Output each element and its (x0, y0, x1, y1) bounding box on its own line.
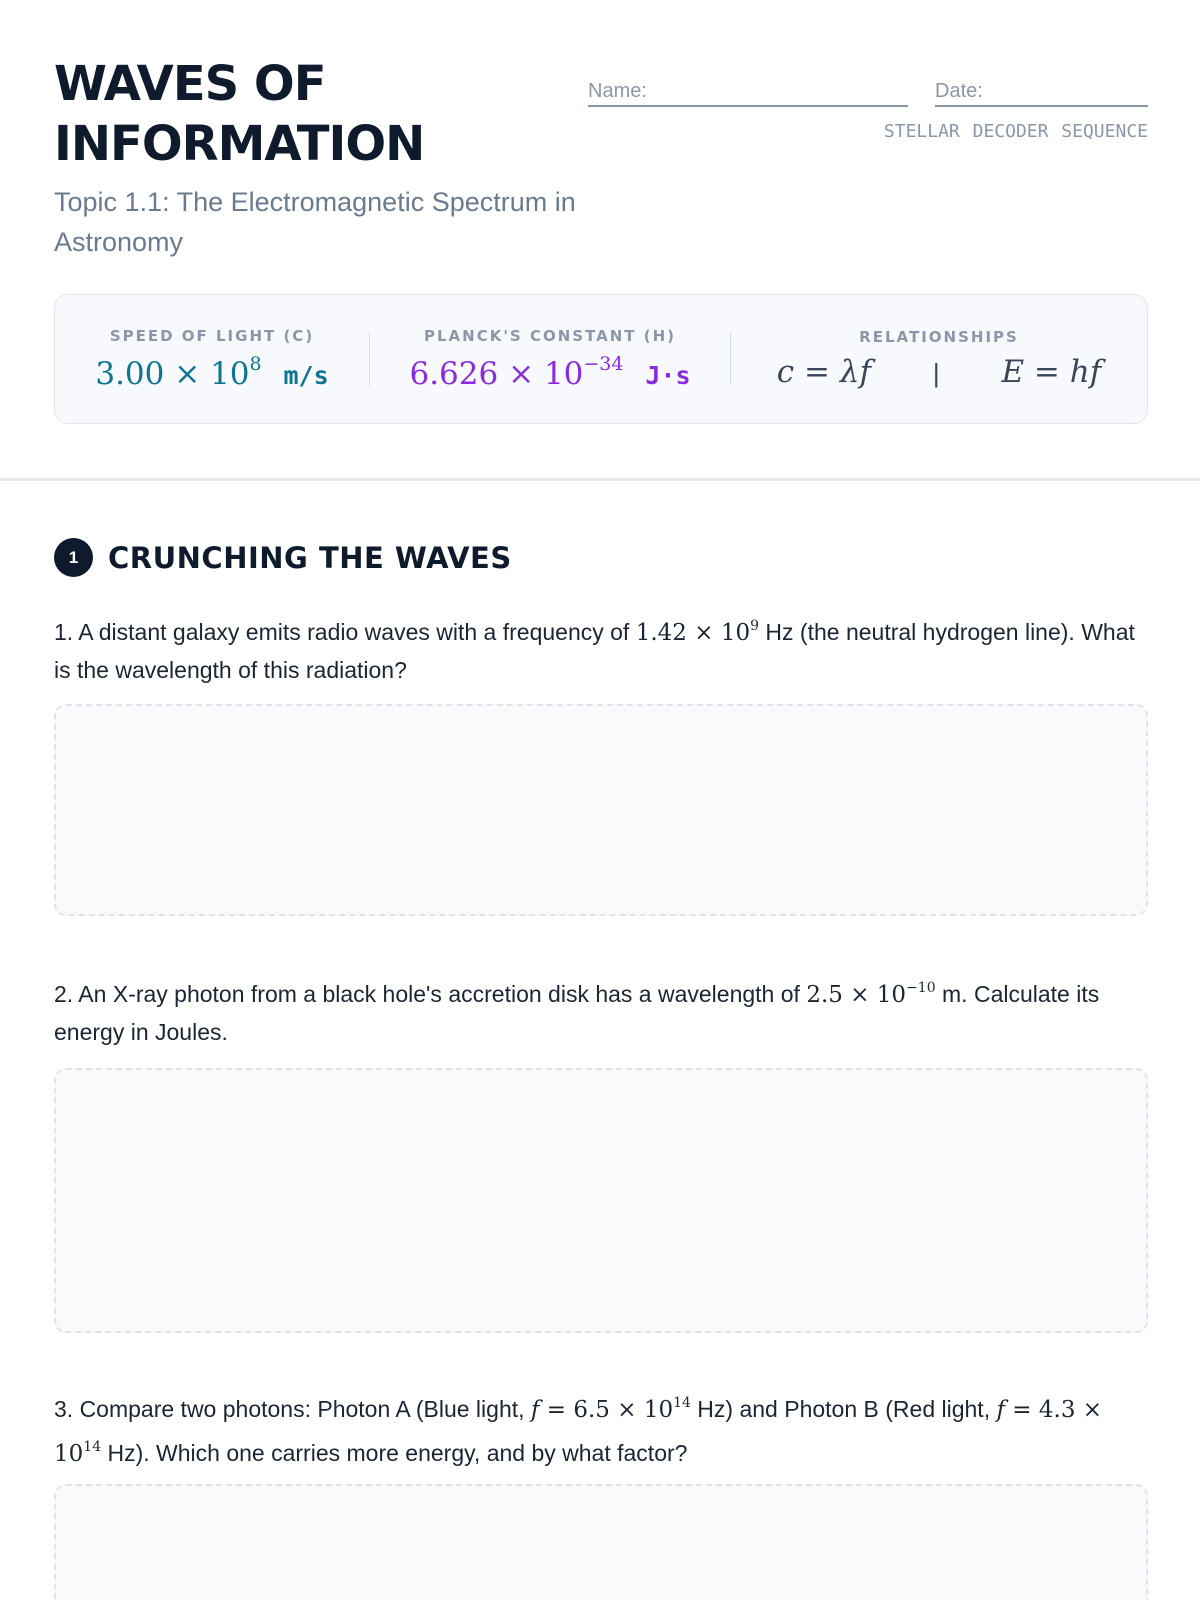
times-symbol: × (617, 1397, 637, 1423)
question-3 (54, 1385, 1148, 1473)
planck-constant (370, 327, 730, 392)
speed-of-light-unit: m/s (283, 360, 329, 390)
section-title: CRUNCHING THE WAVES (108, 540, 512, 575)
question-text: Hz (the neutral hydrogen line). What is the wavelength of this radiation? (54, 619, 1135, 683)
mantissa: 2.5 (806, 982, 843, 1008)
title-line-1: WAVES OF (54, 56, 326, 112)
speed-of-light-constant (55, 327, 369, 392)
section-heading (54, 538, 512, 577)
times-symbol: × (694, 620, 714, 646)
exponent: −10 (906, 980, 936, 996)
question-text: m. Calculate its energy in Joules. (54, 981, 1100, 1045)
question-2 (54, 970, 1148, 1051)
exponent: 9 (750, 618, 760, 634)
mantissa: 4.3 (1038, 1397, 1076, 1423)
planck-base: 10 (543, 355, 584, 392)
title-line-2: INFORMATION (54, 116, 425, 172)
variable-f: f (530, 1397, 540, 1423)
equation-separator: | (932, 358, 940, 388)
times-symbol: × (174, 355, 201, 392)
sequence-label: STELLAR DECODER SEQUENCE (883, 121, 1148, 142)
times-symbol: × (1082, 1397, 1103, 1423)
exponent: 14 (83, 1439, 102, 1455)
name-field[interactable]: Name: (588, 80, 908, 107)
worksheet-title (54, 54, 574, 174)
answer-box-2[interactable] (54, 1068, 1148, 1333)
wavelength-value (806, 982, 935, 1008)
question-text: 3. Compare two photons: Photon A (Blue light, (54, 1396, 531, 1422)
planck-unit: J·s (645, 360, 691, 390)
base: 10 (643, 1397, 674, 1423)
base: 10 (876, 982, 907, 1008)
speed-of-light-mantissa: 3.00 (95, 355, 165, 392)
speed-of-light-label: SPEED OF LIGHT (C) (109, 326, 315, 345)
base: 10 (54, 1441, 84, 1467)
date-field[interactable]: Date: (935, 80, 1148, 107)
speed-of-light-base: 10 (210, 355, 250, 392)
times-symbol: × (508, 355, 535, 392)
wave-equation: c = λf (776, 354, 871, 390)
relationships-label: RELATIONSHIPS (859, 328, 1019, 346)
answer-box-3[interactable] (54, 1484, 1148, 1600)
section-divider (0, 478, 1200, 481)
mantissa: 6.5 (573, 1397, 610, 1423)
relationships (731, 328, 1147, 390)
student-info (588, 80, 1148, 142)
worksheet-subtitle: Topic 1.1: The Electromagnetic Spectrum in Astronomy (54, 187, 576, 257)
answer-box-1[interactable] (54, 704, 1148, 916)
base: 10 (720, 620, 751, 646)
speed-of-light-value (95, 353, 328, 392)
section-number-badge: 1 (54, 538, 93, 577)
frequency-value (636, 620, 759, 646)
mantissa: 1.42 (635, 620, 687, 646)
relationships-equations (777, 354, 1101, 390)
planck-mantissa: 6.626 (409, 355, 499, 392)
question-text: Hz). Which one carries more energy, and by what factor? (101, 1440, 688, 1466)
equals-sign: = (539, 1397, 574, 1423)
question-text: 1. A distant galaxy emits radio waves with a frequency of (54, 619, 636, 645)
photon-a-frequency (531, 1397, 691, 1423)
question-text: 2. An X-ray photon from a black hole's accretion disk has a wavelength of (54, 981, 807, 1007)
constants-panel (54, 294, 1148, 424)
planck-exponent: −34 (583, 352, 624, 375)
planck-label: PLANCK'S CONSTANT (H) (423, 326, 677, 345)
equals-sign: = (1005, 1397, 1039, 1423)
times-symbol: × (850, 982, 870, 1008)
variable-f: f (996, 1397, 1005, 1423)
speed-of-light-exponent: 8 (249, 352, 262, 375)
photon-energy-equation: E = hf (1001, 354, 1102, 390)
worksheet-header (54, 54, 1148, 257)
question-1 (54, 608, 1148, 689)
exponent: 14 (673, 1395, 691, 1411)
planck-value (409, 353, 690, 392)
question-text: Hz) and Photon B (Red light, (690, 1396, 997, 1422)
